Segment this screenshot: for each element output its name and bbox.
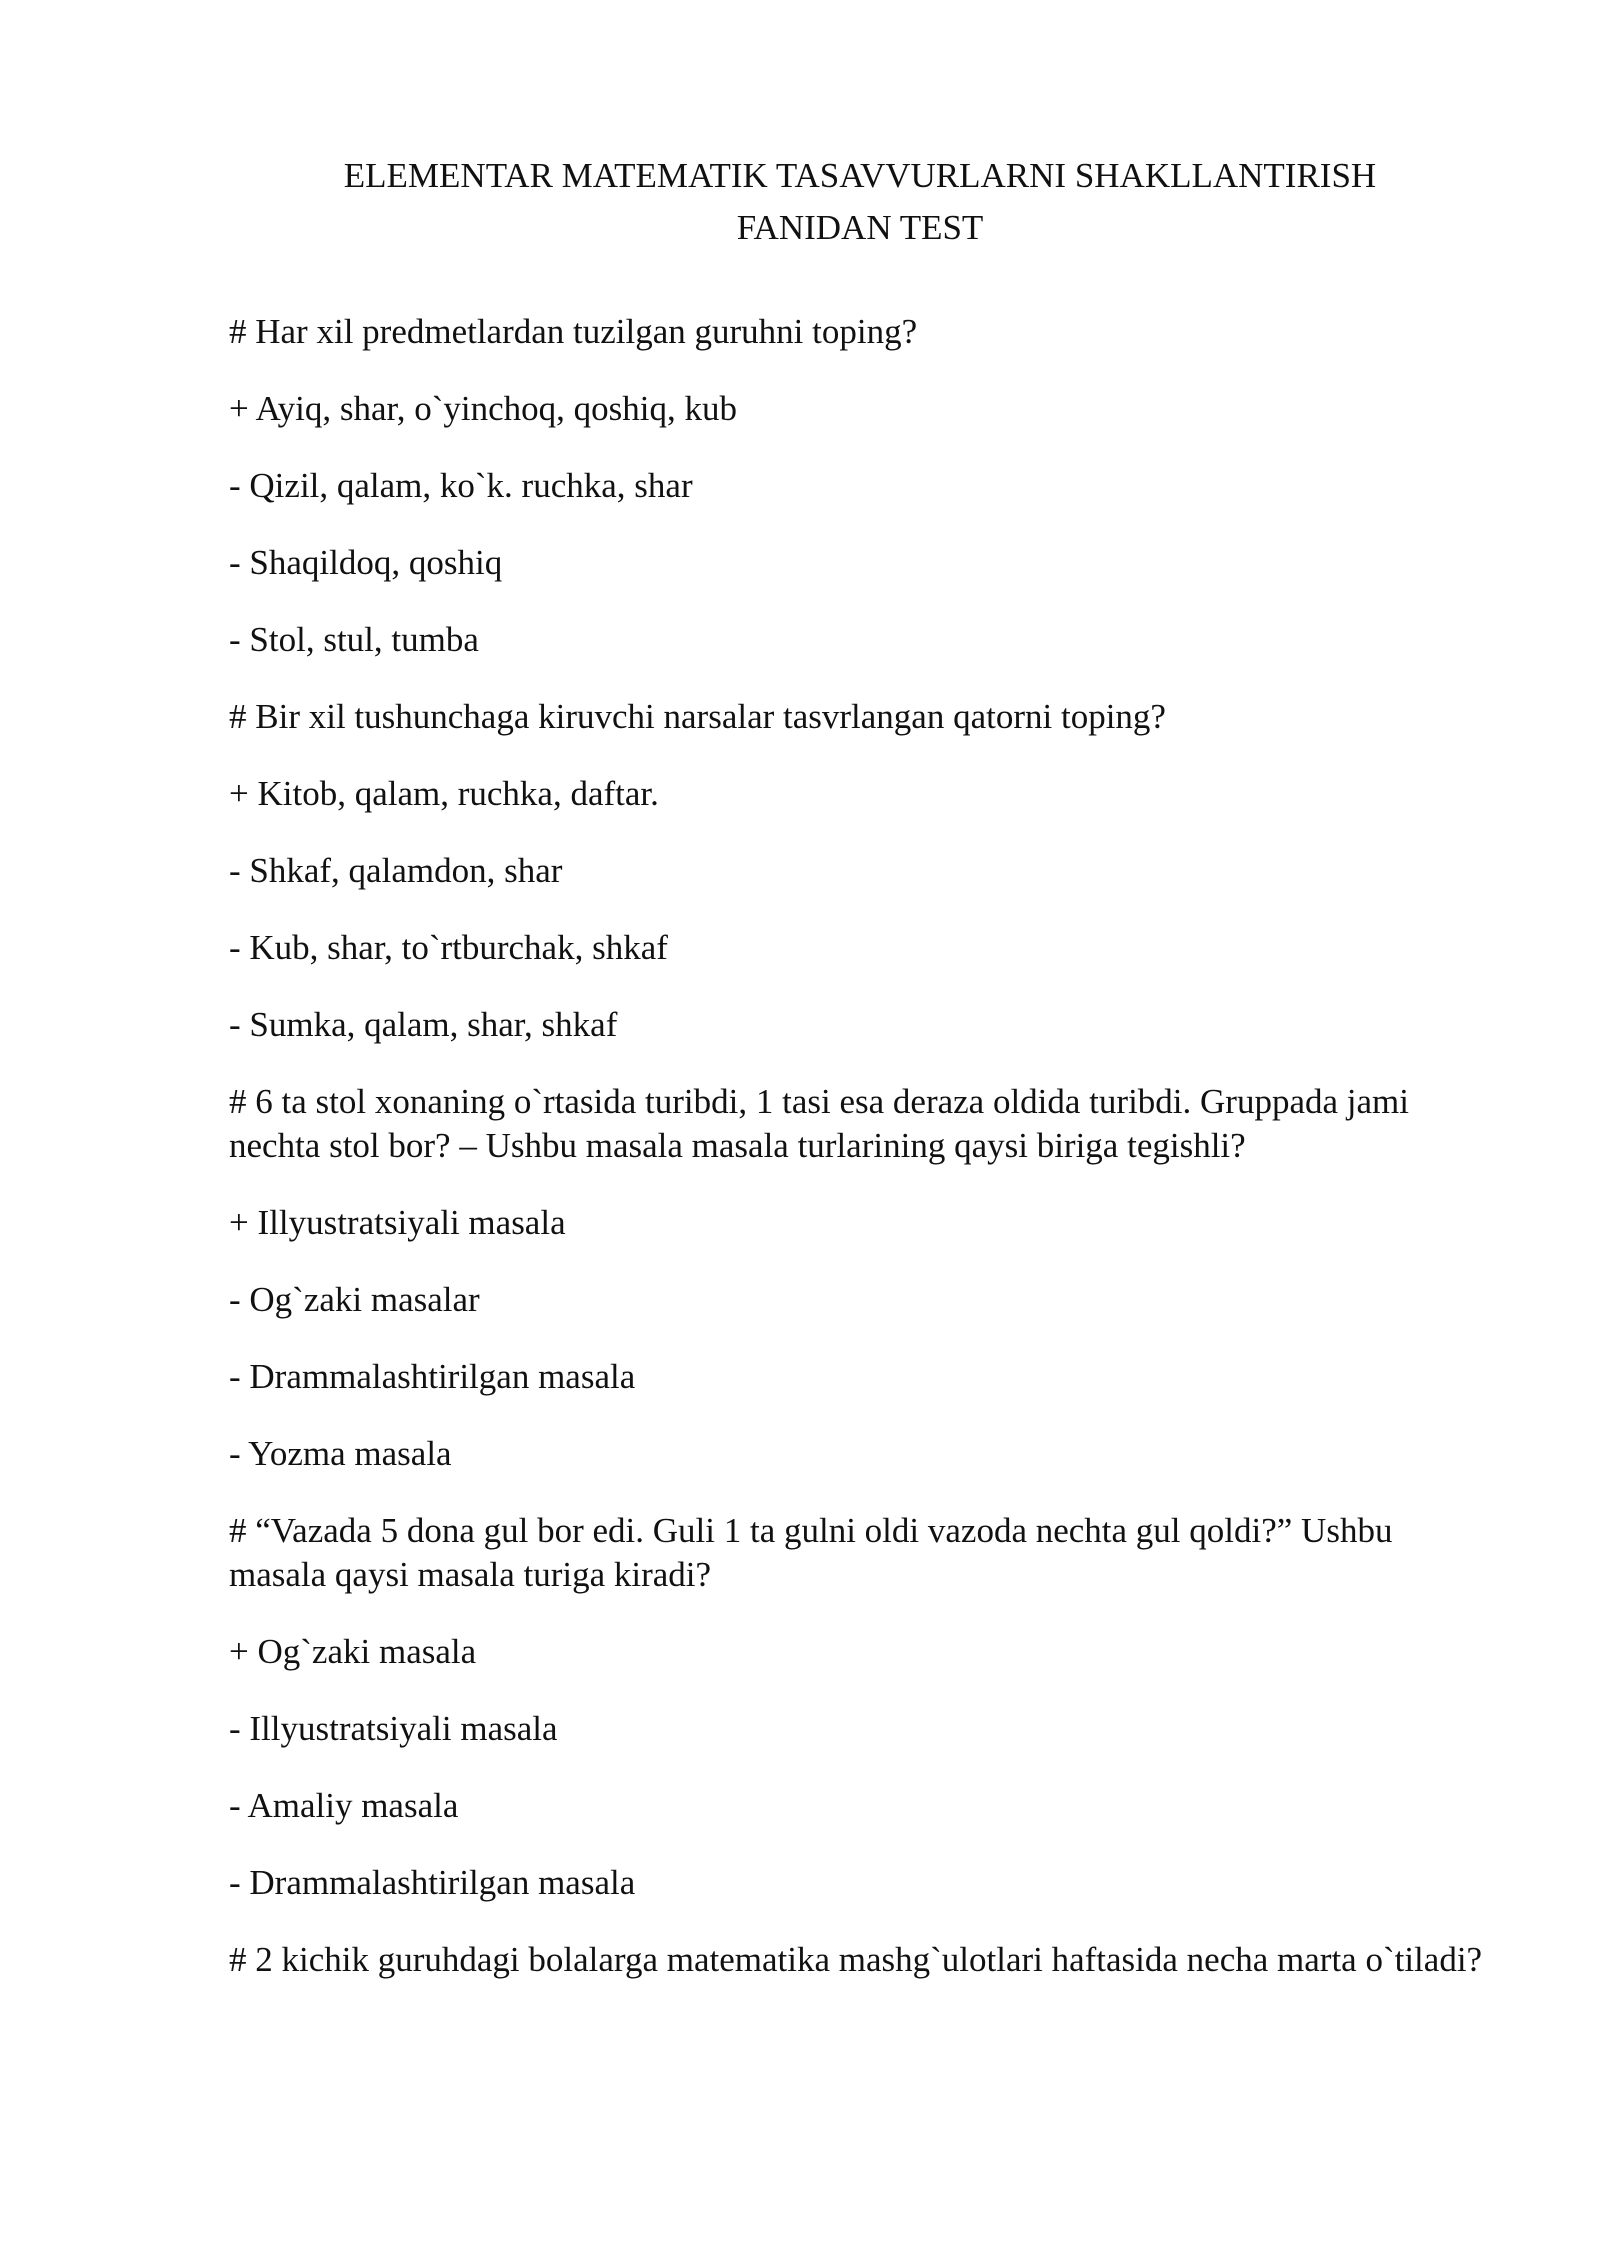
answer-3-3: - Drammalashtirilgan masala [229, 1357, 636, 1396]
answer-4-1: + Og`zaki masala [229, 1632, 477, 1671]
answer-2-1: + Kitob, qalam, ruchka, daftar. [229, 774, 659, 813]
document-page [229, 150, 1491, 2015]
answer-4-2: - Illyustratsiyali masala [229, 1709, 558, 1748]
answer-2-3: - Kub, shar, to`rtburchak, shkaf [229, 928, 668, 967]
answer-4-3: - Amaliy masala [229, 1786, 459, 1825]
answer-1-2: - Qizil, qalam, ko`k. ruchka, shar [229, 466, 693, 505]
question-1: # Har xil predmetlardan tuzilgan guruhni toping? [229, 312, 918, 351]
answer-1-4: - Stol, stul, tumba [229, 620, 479, 659]
title-line-2: FANIDAN TEST [736, 208, 984, 247]
answer-1-1: + Ayiq, shar, o`yinchoq, qoshiq, kub [229, 389, 738, 428]
question-4: # “Vazada 5 dona gul bor edi. Guli 1 ta gulni oldi vazoda nechta gul qoldi?” Ushbu masala qaysi masala turiga kiradi? [229, 1511, 1393, 1594]
question-5: # 2 kichik guruhdagi bolalarga matematika mashg`ulotlari haftasida necha marta o`tiladi? [229, 1940, 1483, 1979]
title-line-1: ELEMENTAR MATEMATIK TASAVVURLARNI SHAKLLANTIRISH [343, 156, 1377, 195]
answer-2-4: - Sumka, qalam, shar, shkaf [229, 1005, 618, 1044]
answer-1-3: - Shaqildoq, qoshiq [229, 543, 503, 582]
answer-3-4: - Yozma masala [229, 1434, 452, 1473]
answer-2-2: - Shkaf, qalamdon, shar [229, 851, 563, 890]
question-3: # 6 ta stol xonaning o`rtasida turibdi, 1 tasi esa deraza oldida turibdi. Gruppada jami nechta stol bor? – Ushbu masala masala turlarining qaysi biriga tegishli? [229, 1082, 1409, 1165]
answer-3-2: - Og`zaki masalar [229, 1280, 480, 1319]
answer-4-4: - Drammalashtirilgan masala [229, 1863, 636, 1902]
answer-3-1: + Illyustratsiyali masala [229, 1203, 566, 1242]
question-2: # Bir xil tushunchaga kiruvchi narsalar tasvrlangan qatorni toping? [229, 697, 1166, 736]
document-title [229, 150, 1491, 254]
